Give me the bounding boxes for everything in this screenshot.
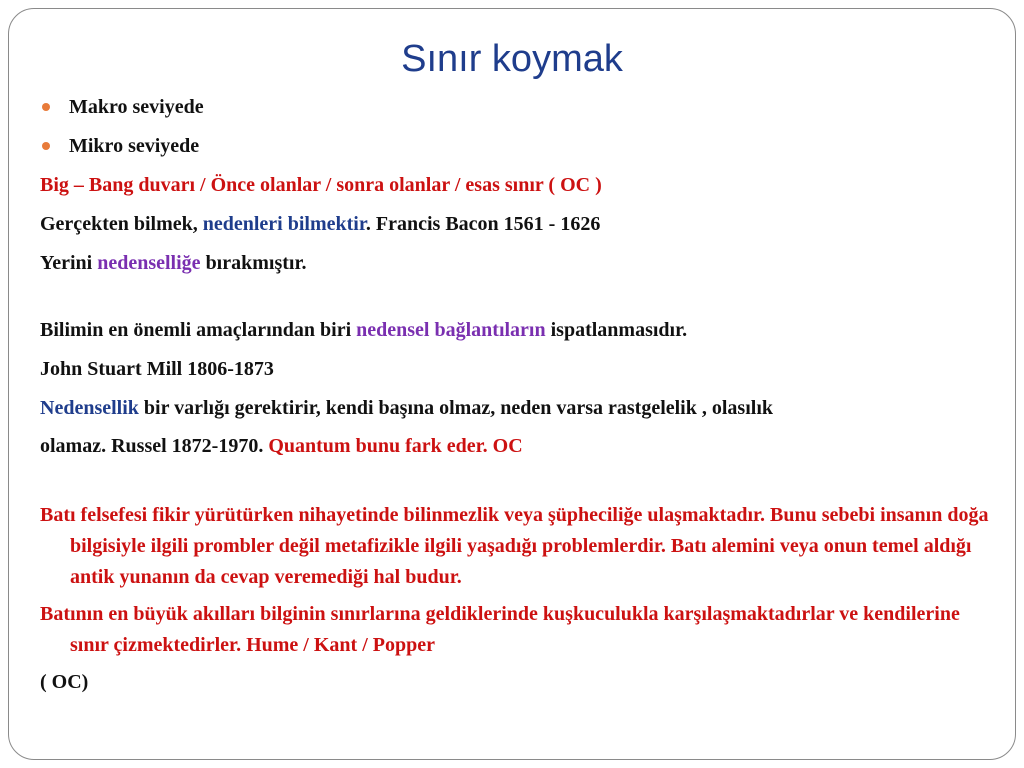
bullet-dot-icon [42,142,50,150]
bilimin-end: ispatlanmasıdır. [545,319,688,341]
yerini-line [40,248,990,278]
bacon-highlight: nedenleri bilmektir [202,213,366,235]
russel-citation: olamaz. Russel 1872-1970. [40,435,269,457]
spacer [40,470,990,500]
russel-quantum: Quantum bunu fark eder. OC [268,435,523,457]
yerini-highlight: nedenselliğe [97,252,201,274]
yerini-text: Yerini [40,252,98,274]
slide-content [40,92,990,697]
big-bang-line: Big – Bang duvarı / Önce olanlar / sonra olanlar / esas sınır ( OC ) [40,174,602,196]
russel-line-2 [40,431,990,461]
bullet-dot-icon [42,103,50,111]
bacon-text: Gerçekten bilmek, [40,213,203,235]
bati-paragraph: Batı felsefesi fikir yürütürken nihayetinde bilinmezlik veya şüpheciliğe ulaşmaktadır. Bunu sebebi insanın doğa bilgisiyle ilgili prombler değil metafizikle ilgili yaşadığı problemlerdir. Batı alemini veya onun temel aldığı antik yunanın da cevap veremediği hal budur. [40,504,989,588]
spacer [40,287,990,315]
bacon-line [40,209,990,239]
bacon-citation: . Francis Bacon 1561 - 1626 [365,213,601,235]
slide-title: Sınır koymak [401,38,623,80]
bullet-text: Makro seviyede [69,96,204,118]
russel-text: bir varlığı gerektirir, kendi başına olmaz, neden varsa rastgelelik , olasılık [138,397,773,419]
yerini-end: bırakmıştır. [200,252,307,274]
russel-line-1 [40,393,990,423]
bullet-item [40,131,990,161]
bullet-text: Mikro seviyede [69,135,200,157]
bilimin-highlight: nedensel bağlantıların [356,319,546,341]
bilimin-text: Bilimin en önemli amaçlarından biri [40,319,357,341]
russel-highlight: Nedensellik [40,397,139,419]
bullet-item [40,92,990,122]
oc-line: ( OC) [40,671,89,693]
bilimin-line [40,315,990,345]
batinin-paragraph: Batının en büyük akılları bilginin sınırlarına geldiklerinde kuşkuculukla karşılaşmaktadırlar ve kendilerine sınır çizmektedirler. Hume / Kant / Popper [40,603,960,656]
mill-line: John Stuart Mill 1806-1873 [40,358,274,380]
